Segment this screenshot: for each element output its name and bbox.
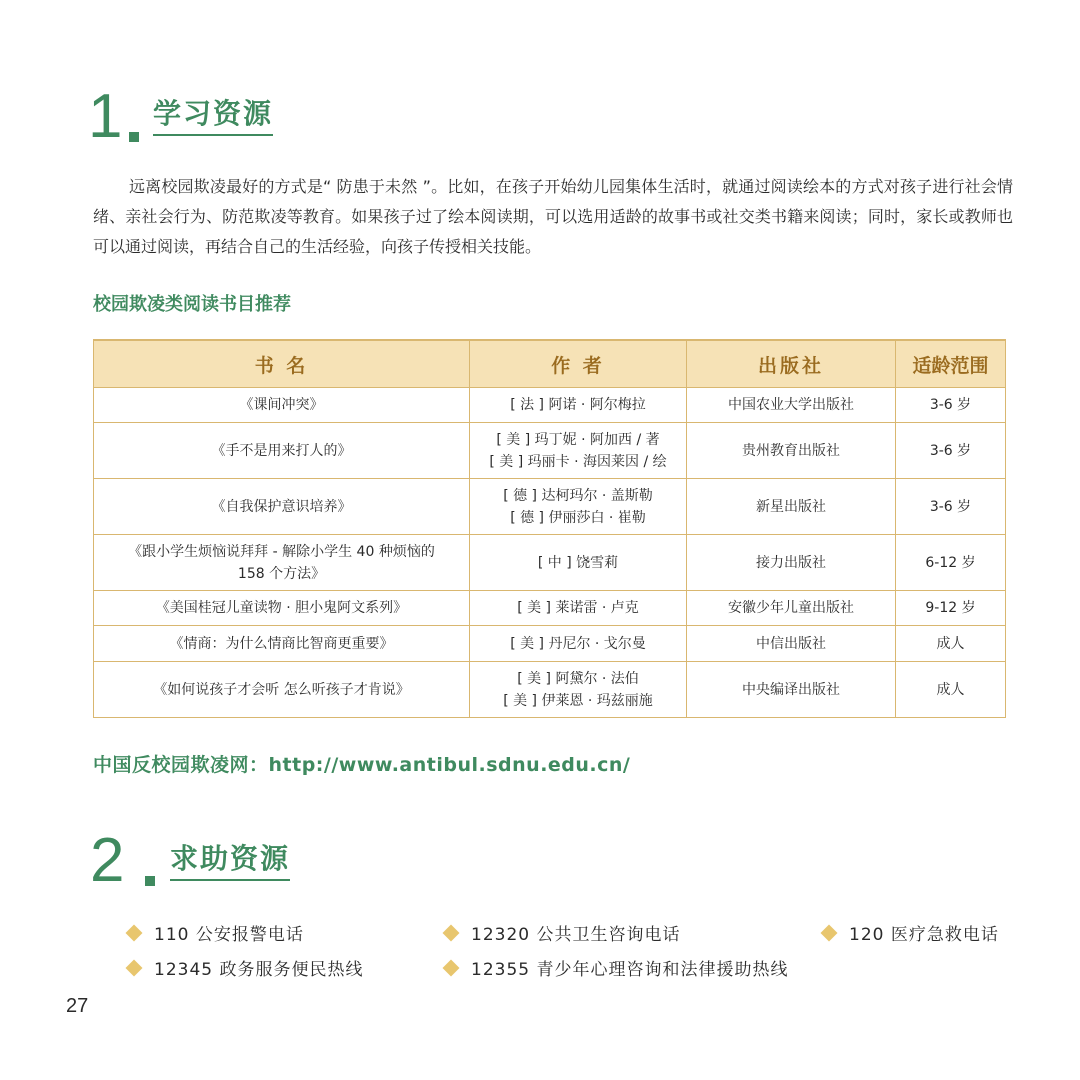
- book-title: 《跟小学生烦恼说拜拜 - 解除小学生 40 种烦恼的 158 个方法》: [94, 535, 470, 591]
- book-publisher: 中国农业大学出版社: [687, 388, 896, 423]
- website-link[interactable]: 中国反校园欺凌网：http://www.antibul.sdnu.edu.cn/: [93, 754, 631, 776]
- table-header-row: [94, 340, 1006, 388]
- book-age: 3-6 岁: [896, 423, 1006, 479]
- book-title: 《情商：为什么情商比智商更重要》: [94, 626, 470, 662]
- hotline-item: 12345 政务服务便民热线: [128, 955, 363, 980]
- hotline-item: 120 医疗急救电话: [823, 920, 999, 945]
- book-author: [ 中 ] 饶雪莉: [470, 535, 687, 591]
- section2-dot: [145, 876, 155, 886]
- book-age: 成人: [896, 662, 1006, 718]
- book-author: [ 美 ] 莱诺雷 · 卢克: [470, 591, 687, 626]
- hotline-item: 12355 青少年心理咨询和法律援助热线: [445, 955, 788, 980]
- book-author: [ 德 ] 达柯玛尔 · 盖斯勒 [ 德 ] 伊丽莎白 · 崔勒: [470, 479, 687, 535]
- book-author: [ 法 ] 阿诺 · 阿尔梅拉: [470, 388, 687, 423]
- table-row: [94, 662, 1006, 718]
- table-row: [94, 479, 1006, 535]
- book-title: 《美国桂冠儿童读物 · 胆小鬼阿文系列》: [94, 591, 470, 626]
- book-author: [ 美 ] 阿黛尔 · 法伯 [ 美 ] 伊莱恩 · 玛兹丽施: [470, 662, 687, 718]
- book-author: [ 美 ] 玛丁妮 · 阿加西 / 著 [ 美 ] 玛丽卡 · 海因莱因 / 绘: [470, 423, 687, 479]
- table-row: [94, 423, 1006, 479]
- book-publisher: 接力出版社: [687, 535, 896, 591]
- diamond-bullet-icon: [126, 925, 143, 942]
- hotline-item: 12320 公共卫生咨询电话: [445, 920, 680, 945]
- book-publisher: 安徽少年儿童出版社: [687, 591, 896, 626]
- table-row: [94, 388, 1006, 423]
- book-age: 6-12 岁: [896, 535, 1006, 591]
- book-title: 《课间冲突》: [94, 388, 470, 423]
- diamond-bullet-icon: [443, 925, 460, 942]
- diamond-bullet-icon: [126, 960, 143, 977]
- section1-title: 学习资源: [153, 100, 273, 136]
- table-row: [94, 535, 1006, 591]
- header-title: 书 名: [94, 340, 470, 388]
- diamond-bullet-icon: [821, 925, 838, 942]
- header-author: 作 者: [470, 340, 687, 388]
- section1-dot: [129, 132, 139, 142]
- section1-paragraph: 远离校园欺凌最好的方式是“ 防患于未然 ”。比如，在孩子开始幼儿园集体生活时，就通过阅读绘本的方式对孩子进行社会情绪、亲社会行为、防范欺凌等教育。如果孩子过了绘本阅读期，可以选用适龄的故事书或社交类书籍来阅读；同时，家长或教师也可以通过阅读，再结合自己的生活经验，向孩子传授相关技能。: [93, 177, 1013, 256]
- booklist-subheading: 校园欺凌类阅读书目推荐: [93, 294, 291, 315]
- book-title: 《自我保护意识培养》: [94, 479, 470, 535]
- book-age: 3-6 岁: [896, 479, 1006, 535]
- hotline-item: 110 公安报警电话: [128, 920, 304, 945]
- header-publisher: 出版社: [687, 340, 896, 388]
- table-row: [94, 626, 1006, 662]
- section1-number: 1: [88, 82, 123, 151]
- book-author: [ 美 ] 丹尼尔 · 戈尔曼: [470, 626, 687, 662]
- book-title: 《如何说孩子才会听 怎么听孩子才肯说》: [94, 662, 470, 718]
- page-number: 27: [66, 995, 89, 1017]
- table-row: [94, 591, 1006, 626]
- book-age: 成人: [896, 626, 1006, 662]
- book-publisher: 中信出版社: [687, 626, 896, 662]
- book-age: 9-12 岁: [896, 591, 1006, 626]
- header-age: 适龄范围: [896, 340, 1006, 388]
- book-publisher: 新星出版社: [687, 479, 896, 535]
- book-title: 《手不是用来打人的》: [94, 423, 470, 479]
- book-publisher: 贵州教育出版社: [687, 423, 896, 479]
- section2-number: 2: [90, 826, 125, 895]
- book-publisher: 中央编译出版社: [687, 662, 896, 718]
- section2-title: 求助资源: [170, 845, 290, 881]
- book-age: 3-6 岁: [896, 388, 1006, 423]
- diamond-bullet-icon: [443, 960, 460, 977]
- booklist-table: [93, 339, 1006, 718]
